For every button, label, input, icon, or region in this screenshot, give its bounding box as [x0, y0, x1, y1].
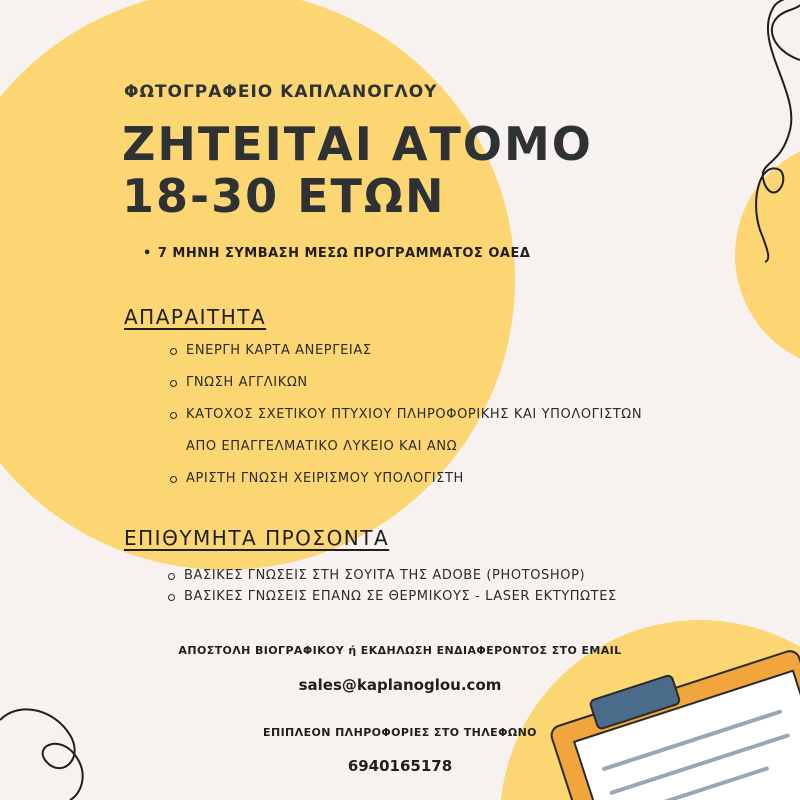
send-cv-text: ΑΠΟΣΤΟΛΗ ΒΙΟΓΡΑΦΙΚΟΥ ή ΕΚΔΗΛΩΣΗ ΕΝΔΙΑΦΕΡΟΝΤΟΣ ΣΤΟ EMAIL [178, 644, 622, 657]
list-item [168, 587, 617, 608]
circle-bullet-icon [170, 476, 177, 483]
circle-bullet-icon [170, 380, 177, 387]
list-item-text: ΒΑΣΙΚΕΣ ΓΝΩΣΕΙΣ ΕΠΑΝΩ ΣΕ ΘΕΡΜΙΚΟΥΣ - LASER ΕΚΤΥΠΩΤΕΣ [184, 589, 617, 604]
more-info-text: ΕΠΙΠΛΕΟΝ ΠΛΗΡΟΦΟΡΙΕΣ ΣΤΟ ΤΗΛΕΦΩΝΟ [263, 726, 537, 739]
circle-bullet-icon [170, 412, 177, 419]
list-item [170, 372, 642, 404]
list-item-text: ΓΝΩΣΗ ΑΓΓΛΙΚΩΝ [186, 375, 308, 390]
circle-bullet-icon [168, 573, 175, 580]
contract-bullet [143, 246, 530, 261]
required-section-title: ΑΠΑΡΑΙΤΗΤΑ [124, 305, 267, 329]
desired-section-title: ΕΠΙΘΥΜΗΤΑ ΠΡΟΣΟΝΤΑ [124, 526, 390, 550]
headline-line-1: ΖΗΤΕΙΤΑΙ ΑΤΟΜΟ [122, 117, 593, 171]
contract-bullet-text: 7 ΜΗΝΗ ΣΥΜΒΑΣΗ ΜΕΣΩ ΠΡΟΓΡΑΜΜΑΤΟΣ ΟΑΕΔ [157, 246, 531, 261]
contact-email[interactable]: sales@kaplanoglou.com [298, 676, 502, 694]
list-item [170, 340, 642, 372]
headline [122, 118, 593, 222]
list-item [170, 404, 642, 436]
list-item-text: ΚΑΤΟΧΟΣ ΣΧΕΤΙΚΟΥ ΠΤΥΧΙΟΥ ΠΛΗΡΟΦΟΡΙΚΗΣ ΚΑΙ ΥΠΟΛΟΓΙΣΤΩΝ [186, 407, 643, 422]
list-item-text: ΒΑΣΙΚΕΣ ΓΝΩΣΕΙΣ ΣΤΗ ΣΟΥΙΤΑ ΤΗΣ ADOBE (PHOTOSHOP) [184, 568, 586, 583]
bullet-dot-icon: • [143, 246, 152, 261]
studio-name: ΦΩΤΟΓΡΑΦΕΙΟ ΚΑΠΛΑΝΟΓΛΟΥ [124, 82, 438, 102]
list-item-text: ΕΝΕΡΓΗ ΚΑΡΤΑ ΑΝΕΡΓΕΙΑΣ [186, 343, 372, 358]
list-item-text: ΑΠΟ ΕΠΑΓΓΕΛΜΑΤΙΚΟ ΛΥΚΕΙΟ ΚΑΙ ΑΝΩ [186, 439, 458, 454]
headline-line-2: 18-30 ΕΤΩΝ [122, 169, 446, 223]
contact-phone[interactable]: 6940165178 [347, 757, 453, 775]
list-item [168, 566, 617, 587]
list-item-text: ΑΡΙΣΤΗ ΓΝΩΣΗ ΧΕΙΡΙΣΜΟΥ ΥΠΟΛΟΓΙΣΤΗ [186, 471, 464, 486]
desired-list [168, 566, 617, 608]
required-list [170, 340, 642, 500]
list-item-continuation [170, 436, 642, 468]
circle-bullet-icon [168, 594, 175, 601]
circle-bullet-icon [170, 348, 177, 355]
list-item [170, 468, 642, 500]
